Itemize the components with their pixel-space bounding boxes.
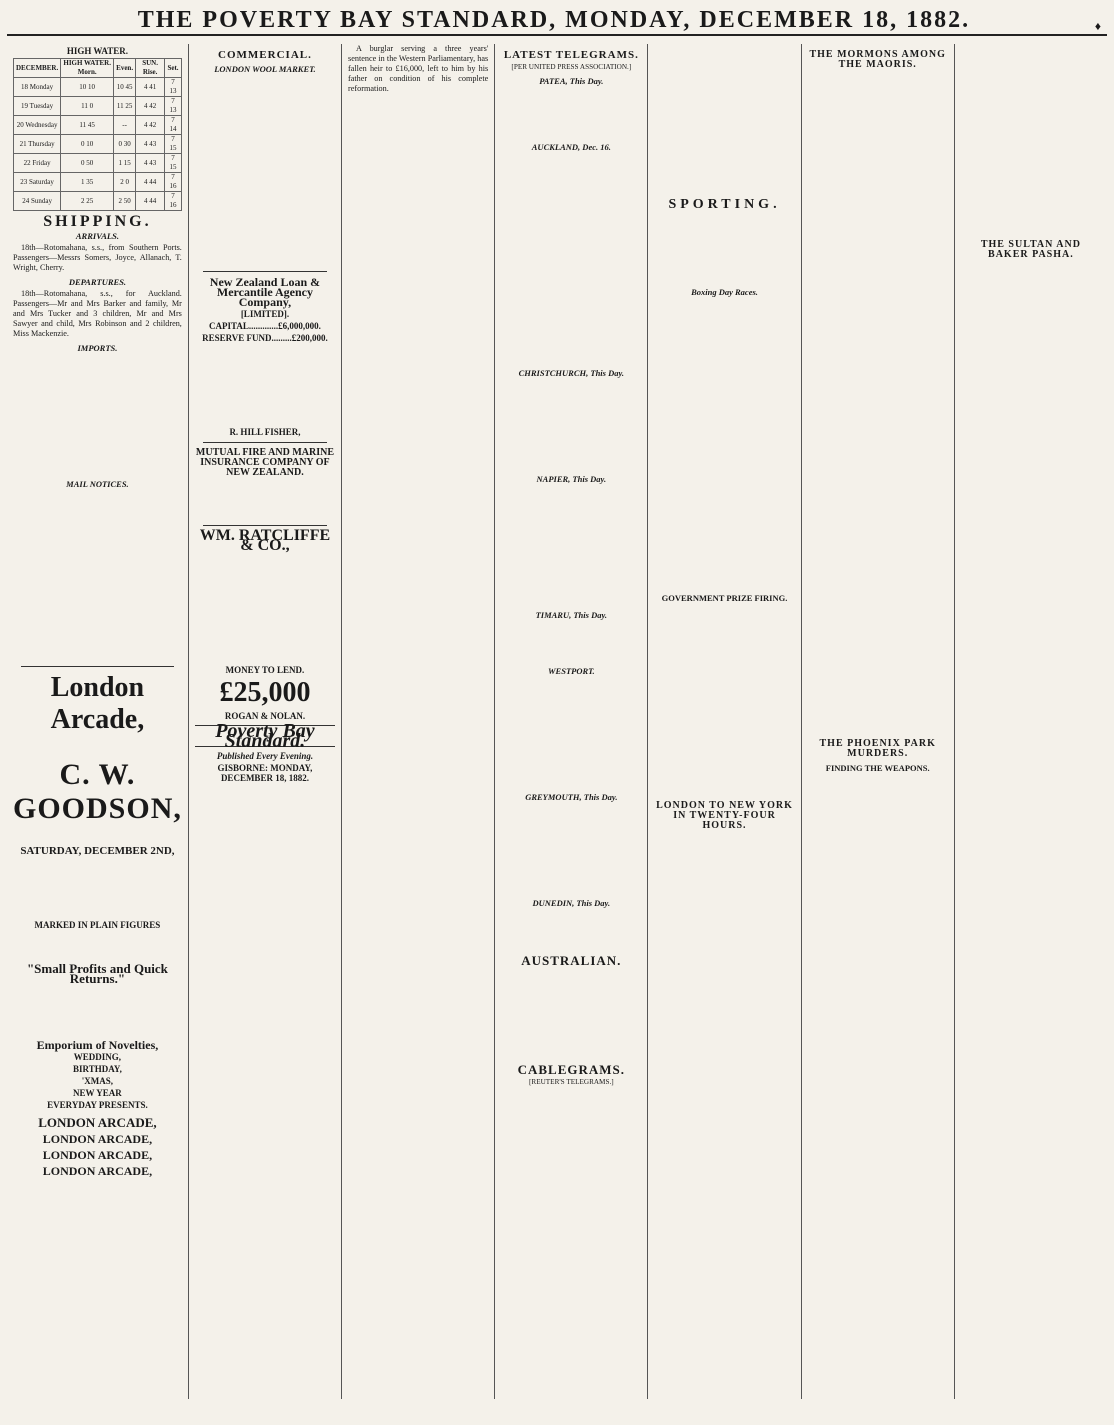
goodson-name: C. W. GOODSON,: [13, 758, 182, 825]
tide-cell: 4 44: [136, 192, 165, 211]
boxing-day-heading: Boxing Day Races.: [691, 287, 758, 297]
nz-loan-title: New Zealand Loan & Mercantile Agency Company,: [209, 275, 321, 309]
cablegrams-heading: CABLEGRAMS.: [517, 1062, 626, 1077]
imports-heading: IMPORTS.: [77, 343, 118, 353]
emporium: Emporium of Novelties,: [36, 1038, 159, 1052]
mail-notices-block: [13, 491, 182, 661]
tide-header-cell: Even.: [114, 59, 136, 78]
dateline-christchurch: CHRISTCHURCH, This Day.: [518, 368, 625, 378]
tide-cell: 0 30: [114, 135, 136, 154]
address-4: LONDON ARCADE,: [42, 1164, 153, 1178]
saturday-line: SATURDAY, DECEMBER 2ND,: [20, 845, 175, 857]
marked-line: MARKED IN PLAIN FIGURES: [34, 920, 161, 930]
tide-row: [14, 116, 182, 135]
commercial-heading: COMMERCIAL.: [218, 49, 312, 61]
fisher: R. HILL FISHER,: [229, 427, 301, 437]
tide-row: [14, 154, 182, 173]
column-2: [189, 44, 342, 1399]
column-3: [342, 44, 495, 1399]
tide-cell: 11 0: [61, 97, 114, 116]
tide-cell: 19 Tuesday: [14, 97, 61, 116]
tide-cell: 7 16: [165, 192, 182, 211]
sultan-heading: THE SULTAN AND BAKER PASHA.: [980, 239, 1081, 260]
tide-header-cell: SUN. Rise.: [136, 59, 165, 78]
limited: [LIMITED].: [240, 309, 290, 319]
tide-cell: 1 15: [114, 154, 136, 173]
australian-heading: AUSTRALIAN.: [521, 953, 622, 968]
tide-cell: 4 43: [136, 135, 165, 154]
tide-cell: 11 45: [61, 116, 114, 135]
burglar-paragraph: A burglar serving a three years' sentence in the Western Parliamentary, has fallen heir to £16,000, left to him by his father on condition of his complete reformation.: [348, 44, 489, 93]
govt-prize-heading: GOVERNMENT PRIZE FIRING.: [661, 593, 788, 603]
tide-row: [14, 173, 182, 192]
arrivals-heading: ARRIVALS.: [75, 231, 119, 241]
london-ny-heading: LONDON TO NEW YORK IN TWENTY-FOUR HOURS.: [656, 800, 793, 831]
dateline-dunedin: DUNEDIN, This Day.: [532, 898, 611, 908]
tide-cell: 7 15: [165, 135, 182, 154]
address-1: LONDON ARCADE,: [38, 1115, 157, 1130]
tide-row: [14, 192, 182, 211]
dateline-auckland: AUCKLAND, Dec. 16.: [531, 142, 611, 152]
wedding: WEDDING,: [73, 1052, 122, 1062]
shipping-heading: SHIPPING.: [43, 213, 152, 230]
address-3: LONDON ARCADE,: [42, 1148, 153, 1162]
published: Published Every Evening.: [216, 751, 314, 761]
address-2: LONDON ARCADE,: [42, 1132, 153, 1146]
everyday: EVERYDAY PRESENTS.: [47, 1100, 148, 1110]
new-year: NEW YEAR: [73, 1088, 122, 1098]
arrivals-text: 18th—Rotomahana, s.s., from Southern Ports. Passengers—Messrs Somers, Joyce, Allanach, T. Wright, Cherry.: [13, 243, 182, 272]
tide-cell: 24 Sunday: [14, 192, 61, 211]
tide-cell: 10 45: [114, 78, 136, 97]
tide-cell: 4 44: [136, 173, 165, 192]
column-6: [802, 44, 955, 1399]
tide-cell: 10 10: [61, 78, 114, 97]
tide-cell: 4 42: [136, 116, 165, 135]
ratcliffe-title: WM. RATCLIFFE & CO.,: [199, 527, 331, 554]
tide-cell: 0 50: [61, 154, 114, 173]
tide-cell: 1 35: [61, 173, 114, 192]
tide-row: [14, 97, 182, 116]
tide-cell: 7 14: [165, 116, 182, 135]
tide-header-cell: DECEMBER.: [14, 59, 61, 78]
tide-title: HIGH WATER.: [66, 46, 129, 56]
reuter-line: [REUTER'S TELEGRAMS.]: [529, 1078, 614, 1086]
tide-header-cell: Set.: [165, 59, 182, 78]
xmas: 'XMAS,: [81, 1076, 114, 1086]
tide-cell: 2 0: [114, 173, 136, 192]
press-association: [PER UNITED PRESS ASSOCIATION.]: [511, 63, 632, 71]
birthday: BIRTHDAY,: [73, 1064, 122, 1074]
imports-text-block: [13, 355, 182, 475]
small-profits: "Small Profits and Quick Returns.": [26, 961, 168, 986]
departures-text: 18th—Rotomahana, s.s., for Auckland. Passengers—Mr and Mrs Barker and family, Mr and Mrs Tucker and 3 children, Mr and Mrs Sawyer and child, Mrs Robinson and 2 children, Miss Mackenzie.: [13, 289, 182, 338]
sporting-heading: SPORTING.: [668, 197, 781, 212]
departures-heading: DEPARTURES.: [68, 277, 127, 287]
tide-cell: 22 Friday: [14, 154, 61, 173]
page-mark: ♦: [1094, 19, 1101, 33]
tide-cell: 4 41: [136, 78, 165, 97]
tide-row: [14, 78, 182, 97]
tide-row: [14, 135, 182, 154]
tide-cell: 2 50: [114, 192, 136, 211]
tide-cell: 7 16: [165, 173, 182, 192]
tide-cell: 20 Wednesday: [14, 116, 61, 135]
dateline-napier: NAPIER, This Day.: [536, 474, 607, 484]
newspaper-page: [7, 4, 1107, 1399]
capital: CAPITAL.............£6,000,000.: [209, 321, 321, 331]
tide-cell: 4 42: [136, 97, 165, 116]
masthead: [7, 4, 1107, 36]
tide-cell: --: [114, 116, 136, 135]
latest-telegrams-heading: LATEST TELEGRAMS.: [503, 49, 639, 61]
tide-cell: 4 43: [136, 154, 165, 173]
tide-header-cell: HIGH WATER. Morn.: [61, 59, 114, 78]
finding-weapons-heading: FINDING THE WEAPONS.: [825, 763, 930, 773]
rogan: ROGAN & NOLAN.: [224, 711, 306, 721]
dateline-timaru: TIMARU, This Day.: [535, 610, 608, 620]
column-4: [495, 44, 648, 1399]
column-7: [955, 44, 1107, 1399]
wool-heading: LONDON WOOL MARKET.: [214, 64, 316, 74]
page-title: THE POVERTY BAY STANDARD, MONDAY, DECEMBER 18, 1882.: [137, 7, 971, 33]
phoenix-heading: THE PHOENIX PARK MURDERS.: [819, 738, 936, 759]
tide-cell: 0 10: [61, 135, 114, 154]
tide-table: [13, 58, 182, 211]
tide-cell: 7 15: [165, 154, 182, 173]
tide-cell: 18 Monday: [14, 78, 61, 97]
tide-cell: 11 25: [114, 97, 136, 116]
mormons-heading: THE MORMONS AMONG THE MAORIS.: [809, 49, 946, 70]
dateline-greymouth: GREYMOUTH, This Day.: [525, 792, 618, 802]
money-amount: £25,000: [219, 677, 311, 708]
tide-cell: 21 Thursday: [14, 135, 61, 154]
mutual-title: MUTUAL FIRE AND MARINE INSURANCE COMPANY OF NEW ZEALAND.: [195, 447, 334, 478]
dateline-westport: WESTPORT.: [547, 666, 595, 676]
london-arcade-title: London Arcade,: [50, 672, 145, 735]
money-title: MONEY TO LEND.: [225, 665, 305, 675]
dateline-patea: PATEA, This Day.: [539, 76, 604, 86]
reserve: RESERVE FUND.........£200,000.: [202, 333, 328, 343]
tide-cell: 7 13: [165, 78, 182, 97]
paper-logo: Poverty Bay Standard.: [195, 725, 335, 747]
column-5: [648, 44, 801, 1399]
column-1: [7, 44, 189, 1399]
tide-cell: 23 Saturday: [14, 173, 61, 192]
dateline: GISBORNE: MONDAY, DECEMBER 18, 1882.: [217, 763, 313, 783]
tide-cell: 2 25: [61, 192, 114, 211]
tide-cell: 7 13: [165, 97, 182, 116]
mail-notices-heading: MAIL NOTICES.: [66, 479, 129, 489]
